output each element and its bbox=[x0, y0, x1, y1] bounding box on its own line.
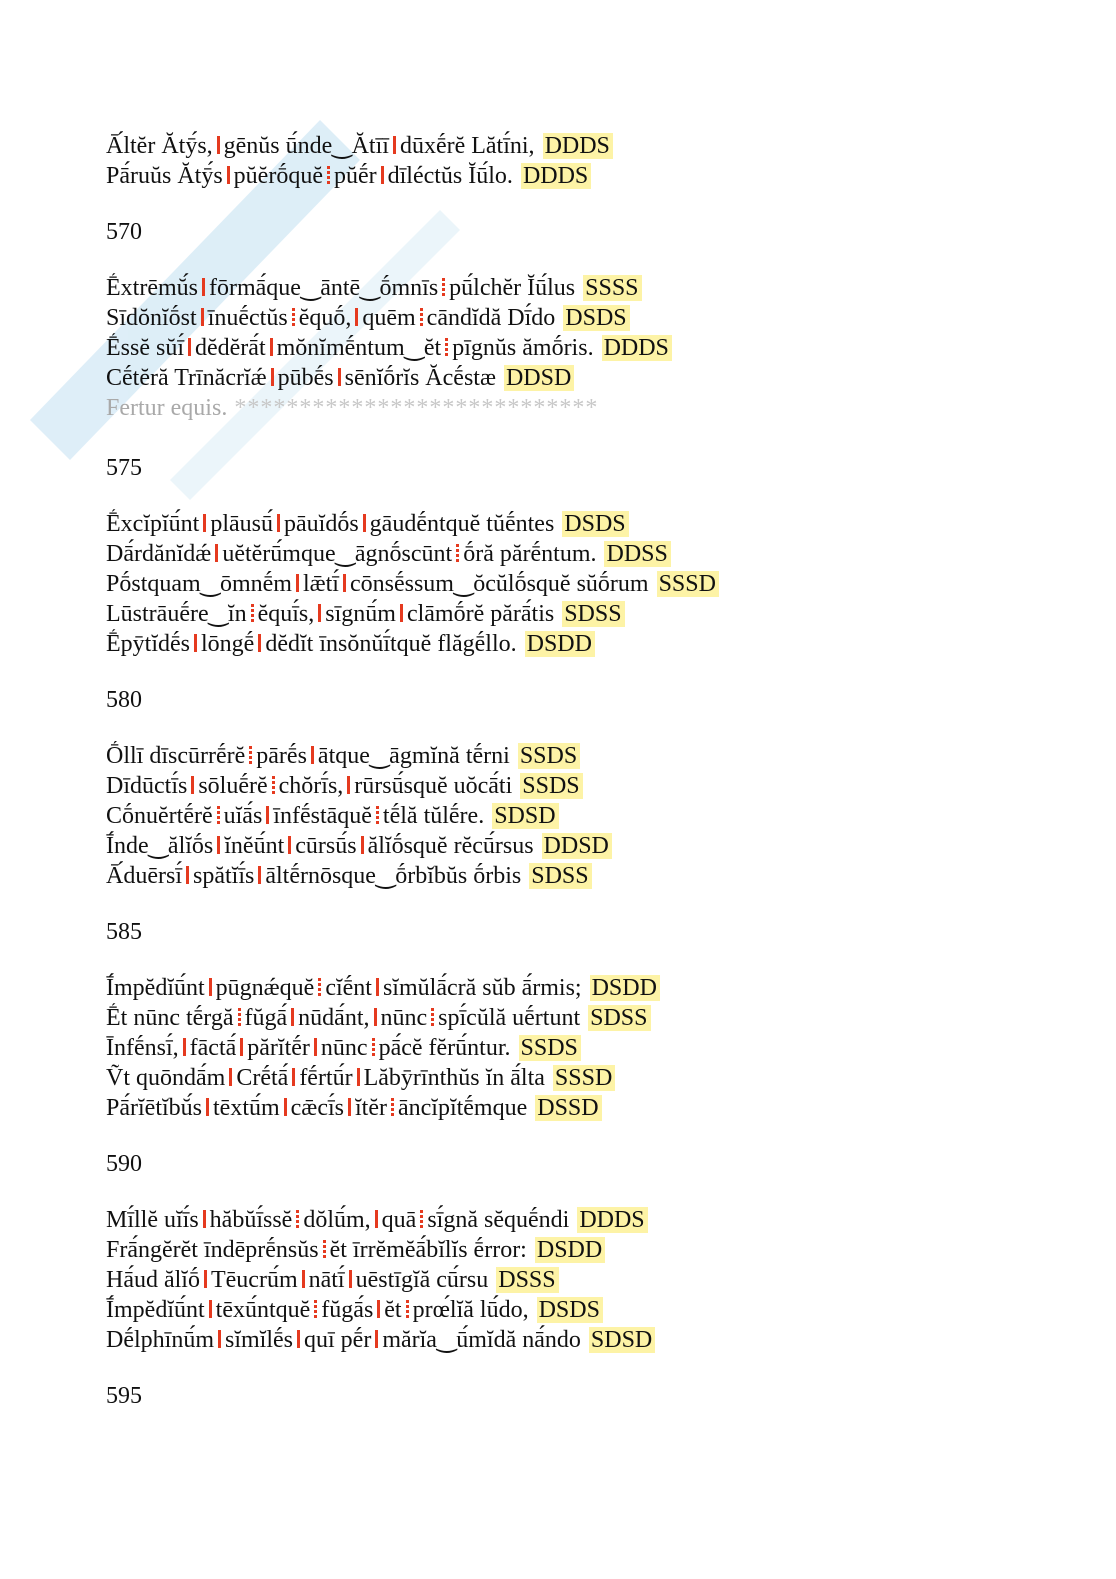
caesura-mark bbox=[258, 866, 261, 884]
scansion-badge: DDDS bbox=[577, 1207, 647, 1233]
verse-segment: ălĭṓsquĕ rĕcū́rsus bbox=[367, 833, 534, 859]
verse-segment: pŭḗr bbox=[333, 163, 377, 189]
scansion-badge: SDSS bbox=[529, 863, 591, 889]
caesura-mark bbox=[296, 1210, 299, 1228]
caesura-mark bbox=[284, 1098, 287, 1116]
verse-line bbox=[106, 599, 1006, 629]
verse-segment: Dḗlphīnū́m bbox=[106, 1327, 214, 1353]
verse-segment: āncĭpĭtḗmque bbox=[397, 1095, 528, 1121]
caesura-mark bbox=[238, 1008, 241, 1026]
caesura-mark bbox=[311, 746, 314, 764]
caesura-mark bbox=[338, 368, 341, 386]
stanza bbox=[106, 973, 1006, 1179]
line-number: 570 bbox=[106, 219, 142, 245]
verse-segment: pārḗs bbox=[256, 743, 307, 769]
verse-segment: pŭĕrṓquĕ bbox=[233, 163, 323, 189]
verse-segment: ĕt bbox=[384, 1297, 402, 1323]
blurred-stars: **************************** bbox=[227, 395, 599, 421]
verse-segment: fŭgā́ bbox=[244, 1005, 288, 1031]
caesura-mark bbox=[217, 136, 220, 154]
verse-segment: Pṓstquam‿ōmnḗm bbox=[106, 571, 292, 597]
line-number: 590 bbox=[106, 1151, 142, 1177]
verse-segment: dĕdĭt īnsŏnŭī́tquĕ flăgḗllo. bbox=[265, 631, 517, 657]
caesura-mark bbox=[377, 1300, 380, 1318]
verse-line bbox=[106, 303, 1006, 333]
verse-segment: Ḗxcĭpĭū́nt bbox=[106, 511, 200, 537]
caesura-mark bbox=[271, 368, 274, 386]
scansion-badge: SDSD bbox=[492, 803, 558, 829]
blurred-line bbox=[106, 393, 1006, 427]
verse-segment: Crḗtā́ bbox=[236, 1065, 289, 1091]
verse-segment: uĭā́s bbox=[223, 803, 263, 829]
verse-text bbox=[106, 131, 1006, 1437]
verse-segment: dūxḗrĕ Lătī́ni, bbox=[399, 133, 535, 159]
verse-line bbox=[106, 1325, 1006, 1355]
scansion-badge: DDSD bbox=[504, 365, 574, 391]
verse-segment: sīgnū́m bbox=[325, 601, 396, 627]
verse-segment: Ā́duērsī́ bbox=[106, 863, 182, 889]
verse-line bbox=[106, 801, 1006, 831]
verse-segment: pūbḗs bbox=[277, 365, 334, 391]
verse-segment: Lăbȳrīnthŭs ĭn ā́lta bbox=[363, 1065, 545, 1091]
verse-segment: clāmṓrĕ părā́tis bbox=[406, 601, 555, 627]
verse-segment: tēxū́ntquĕ bbox=[215, 1297, 311, 1323]
verse-line bbox=[106, 771, 1006, 801]
verse-segment: Ṽt quōndā́m bbox=[106, 1065, 226, 1091]
caesura-mark bbox=[194, 634, 197, 652]
verse-segment: ṓră părḗntum. bbox=[463, 541, 597, 567]
verse-line bbox=[106, 1033, 1006, 1063]
caesura-mark bbox=[191, 776, 194, 794]
line-number: 580 bbox=[106, 687, 142, 713]
scansion-badge: DDDS bbox=[521, 163, 591, 189]
stanza bbox=[106, 1205, 1006, 1411]
caesura-mark bbox=[209, 978, 212, 996]
scansion-badge: DDSS bbox=[604, 541, 670, 567]
caesura-mark bbox=[227, 166, 230, 184]
caesura-mark bbox=[251, 604, 254, 622]
verse-segment: Īnfḗnsī́, bbox=[106, 1035, 179, 1061]
verse-segment: lǣtī́ bbox=[302, 571, 339, 597]
verse-line bbox=[106, 1265, 1006, 1295]
verse-segment: Mī́llĕ uĭī́s bbox=[106, 1207, 199, 1233]
verse-segment: fḗrtū́r bbox=[299, 1065, 353, 1091]
verse-segment: cĭḗnt bbox=[325, 975, 372, 1001]
scansion-badge: DSSS bbox=[496, 1267, 558, 1293]
caesura-mark bbox=[375, 1210, 378, 1228]
caesura-mark bbox=[209, 1300, 212, 1318]
caesura-mark bbox=[270, 338, 273, 356]
verse-segment: ĕt īrrĕmĕā́bĭlĭs ḗrror: bbox=[329, 1237, 527, 1263]
verse-segment: Ḗssĕ sŭī́ bbox=[106, 335, 184, 361]
verse-segment: Dā́rdănĭdǽ bbox=[106, 541, 212, 567]
caesura-mark bbox=[277, 514, 280, 532]
verse-segment: pā́cĕ fĕrū́ntur. bbox=[378, 1035, 511, 1061]
caesura-mark bbox=[376, 978, 379, 996]
verse-segment: gēnŭs ū́nde‿Ătīī bbox=[223, 133, 389, 159]
verse-line bbox=[106, 1295, 1006, 1325]
verse-segment: quī pḗr bbox=[304, 1327, 372, 1353]
caesura-mark bbox=[318, 604, 321, 622]
verse-segment: Cḗtĕră Trīnăcrĭǽ bbox=[106, 365, 267, 391]
verse-segment: dīléctŭs Ĭū́lo. bbox=[387, 163, 513, 189]
verse-segment: sĭmĭlḗs bbox=[225, 1327, 294, 1353]
caesura-mark bbox=[314, 1300, 317, 1318]
caesura-mark bbox=[291, 1008, 294, 1026]
caesura-mark bbox=[217, 836, 220, 854]
verse-segment: cūrsū́s bbox=[295, 833, 357, 859]
verse-segment: uēstīgĭă cū́rsu bbox=[355, 1267, 489, 1293]
caesura-mark bbox=[361, 836, 364, 854]
verse-segment: Ṓllī dīscūrrḗrĕ bbox=[106, 743, 246, 769]
scansion-badge: DSSD bbox=[535, 1095, 601, 1121]
caesura-mark bbox=[183, 1038, 186, 1056]
caesura-mark bbox=[302, 1270, 305, 1288]
verse-segment: Ḗpȳtĭdḗs bbox=[106, 631, 190, 657]
caesura-mark bbox=[240, 1038, 243, 1056]
verse-segment: nūnc bbox=[380, 1005, 428, 1031]
scansion-badge: DSDS bbox=[537, 1297, 603, 1323]
verse-line bbox=[106, 1205, 1006, 1235]
verse-segment: Frā́ngĕrĕt īndēprḗnsŭs bbox=[106, 1237, 319, 1263]
verse-segment: nūdā́nt, bbox=[298, 1005, 370, 1031]
scansion-badge: DDSD bbox=[542, 833, 612, 859]
verse-segment: pūgnǽquĕ bbox=[215, 975, 315, 1001]
verse-segment: ĭnĕū́nt bbox=[224, 833, 285, 859]
caesura-mark bbox=[204, 1270, 207, 1288]
verse-segment: cǣcī́s bbox=[290, 1095, 344, 1121]
verse-segment: dŏlū́m, bbox=[303, 1207, 371, 1233]
caesura-mark bbox=[349, 1270, 352, 1288]
verse-segment: pū́lchĕr Ĭū́lus bbox=[449, 275, 576, 301]
verse-segment: spī́cŭlă uḗrtunt bbox=[438, 1005, 581, 1031]
verse-segment: tēxtū́m bbox=[213, 1095, 280, 1121]
verse-segment: Sīdŏnĭṓst bbox=[106, 305, 197, 331]
scansion-badge: SDSS bbox=[562, 601, 624, 627]
verse-segment: Lūstrāuḗre‿ĭn bbox=[106, 601, 247, 627]
verse-segment: Ḗt nūnc tḗrgă bbox=[106, 1005, 234, 1031]
verse-segment: nūnc bbox=[320, 1035, 368, 1061]
line-number: 585 bbox=[106, 919, 142, 945]
verse-segment: ātque‿āgmĭnă tḗrni bbox=[317, 743, 510, 769]
verse-segment: lōngḗ bbox=[201, 631, 255, 657]
scansion-badge: SDSD bbox=[589, 1327, 655, 1353]
verse-segment: pīgnŭs ămṓris. bbox=[452, 335, 594, 361]
caesura-mark bbox=[420, 308, 423, 326]
verse-line bbox=[106, 1235, 1006, 1265]
verse-segment: sĭmŭlā́cră sŭb ā́rmis; bbox=[382, 975, 582, 1001]
verse-segment: Ī́mpĕdĭū́nt bbox=[106, 975, 205, 1001]
verse-segment: plāusū́ bbox=[210, 511, 273, 537]
caesura-mark bbox=[375, 1330, 378, 1348]
caesura-mark bbox=[288, 836, 291, 854]
line-number: 575 bbox=[106, 455, 142, 481]
caesura-mark bbox=[297, 1330, 300, 1348]
line-number: 595 bbox=[106, 1383, 142, 1409]
verse-segment: tḗlă tŭlḗre. bbox=[382, 803, 485, 829]
caesura-mark bbox=[186, 866, 189, 884]
caesura-mark bbox=[292, 308, 295, 326]
verse-segment: părĭtḗr bbox=[247, 1035, 310, 1061]
verse-segment: pāuĭdṓs bbox=[284, 511, 359, 537]
verse-segment: sī́gnă sĕquḗndi bbox=[427, 1207, 570, 1233]
verse-line bbox=[106, 569, 1006, 599]
verse-line bbox=[106, 509, 1006, 539]
caesura-mark bbox=[456, 544, 459, 562]
scansion-badge: SSDS bbox=[518, 743, 580, 769]
verse-segment: hăbŭī́ssĕ bbox=[209, 1207, 293, 1233]
verse-segment: Ḗxtrēmŭ́s bbox=[106, 275, 198, 301]
verse-segment: quā bbox=[381, 1207, 417, 1233]
verse-segment: Pā́rĭētĭbŭ́s bbox=[106, 1095, 202, 1121]
caesura-mark bbox=[249, 746, 252, 764]
scansion-badge: SSDS bbox=[520, 773, 582, 799]
caesura-mark bbox=[215, 544, 218, 562]
scansion-badge: SSSD bbox=[553, 1065, 615, 1091]
scansion-badge: SSDS bbox=[519, 1035, 581, 1061]
caesura-mark bbox=[314, 1038, 317, 1056]
verse-segment: Pā́ruŭs Ătȳ́s bbox=[106, 163, 223, 189]
caesura-mark bbox=[374, 1008, 377, 1026]
verse-segment: Cṓnuĕrtḗrĕ bbox=[106, 803, 213, 829]
verse-segment: mŏnĭmḗntum‿ĕt bbox=[276, 335, 442, 361]
verse-segment: ĕquī́s, bbox=[257, 601, 315, 627]
caesura-mark bbox=[357, 1068, 360, 1086]
blurred-text: Fertur equis. bbox=[106, 395, 228, 421]
caesura-mark bbox=[376, 806, 379, 824]
verse-segment: īnfḗstāquĕ bbox=[273, 803, 372, 829]
verse-segment: nātī́ bbox=[308, 1267, 345, 1293]
caesura-mark bbox=[343, 574, 346, 592]
verse-segment: quēm bbox=[362, 305, 416, 331]
verse-segment: Hā́ud ălĭṓ bbox=[106, 1267, 200, 1293]
caesura-mark bbox=[431, 1008, 434, 1026]
caesura-mark bbox=[218, 1330, 221, 1348]
verse-segment: Ī́nde‿ălĭṓs bbox=[106, 833, 214, 859]
caesura-mark bbox=[292, 1068, 295, 1086]
verse-segment: spătĭī́s bbox=[192, 863, 255, 889]
verse-segment: gāudḗntquĕ tŭḗntes bbox=[369, 511, 555, 537]
verse-segment: fŭgā́s bbox=[321, 1297, 374, 1323]
scansion-badge: SSSS bbox=[583, 275, 641, 301]
caesura-mark bbox=[188, 338, 191, 356]
scansion-badge: DSDS bbox=[562, 511, 628, 537]
verse-segment: īnuḗctŭs bbox=[207, 305, 288, 331]
caesura-mark bbox=[203, 1210, 206, 1228]
caesura-mark bbox=[381, 166, 384, 184]
verse-line bbox=[106, 273, 1006, 303]
caesura-mark bbox=[406, 1300, 409, 1318]
stanza bbox=[106, 509, 1006, 715]
stanza bbox=[106, 131, 1006, 247]
verse-segment: dĕdĕrā́t bbox=[195, 335, 266, 361]
caesura-mark bbox=[442, 278, 445, 296]
verse-line bbox=[106, 741, 1006, 771]
verse-line bbox=[106, 831, 1006, 861]
caesura-mark bbox=[348, 1098, 351, 1116]
verse-line bbox=[106, 363, 1006, 393]
verse-segment: Tēucrū́m bbox=[210, 1267, 298, 1293]
verse-line bbox=[106, 1003, 1006, 1033]
stanza bbox=[106, 741, 1006, 947]
caesura-mark bbox=[445, 338, 448, 356]
caesura-mark bbox=[400, 604, 403, 622]
verse-line bbox=[106, 539, 1006, 569]
caesura-mark bbox=[206, 1098, 209, 1116]
verse-line bbox=[106, 629, 1006, 659]
caesura-mark bbox=[363, 514, 366, 532]
caesura-mark bbox=[229, 1068, 232, 1086]
verse-segment: uĕtĕrū́mque‿āgnṓscūnt bbox=[222, 541, 453, 567]
scansion-badge: DSDS bbox=[563, 305, 629, 331]
scansion-badge: SDSS bbox=[588, 1005, 650, 1031]
scansion-badge: SSSD bbox=[657, 571, 719, 597]
verse-segment: prœ́lĭă lū́do, bbox=[412, 1297, 529, 1323]
verse-line bbox=[106, 973, 1006, 1003]
verse-segment: Ā́ltĕr Ătȳ́s, bbox=[106, 133, 213, 159]
caesura-mark bbox=[393, 136, 396, 154]
verse-segment: sōluḗrĕ bbox=[198, 773, 268, 799]
caesura-mark bbox=[266, 806, 269, 824]
verse-segment: cōnsḗssum‿ŏcŭlṓsquĕ sŭṓrum bbox=[349, 571, 649, 597]
caesura-mark bbox=[272, 776, 275, 794]
scansion-badge: DSDD bbox=[535, 1237, 605, 1263]
verse-segment: chŏrī́s, bbox=[278, 773, 344, 799]
verse-line bbox=[106, 333, 1006, 363]
verse-segment: sēnĭṓrĭs Ăcḗstæ bbox=[344, 365, 496, 391]
caesura-mark bbox=[258, 634, 261, 652]
scansion-badge: DDDS bbox=[602, 335, 672, 361]
verse-segment: fōrmā́que‿āntē‿ṓmnīs bbox=[208, 275, 439, 301]
verse-line bbox=[106, 1063, 1006, 1093]
stanza bbox=[106, 273, 1006, 483]
verse-segment: rūrsū́squĕ uŏcā́ti bbox=[354, 773, 513, 799]
caesura-mark bbox=[347, 776, 350, 794]
caesura-mark bbox=[203, 514, 206, 532]
verse-segment: ĕquṓ, bbox=[298, 305, 352, 331]
verse-line bbox=[106, 861, 1006, 891]
caesura-mark bbox=[420, 1210, 423, 1228]
caesura-mark bbox=[201, 308, 204, 326]
caesura-mark bbox=[202, 278, 205, 296]
verse-line bbox=[106, 161, 1006, 191]
caesura-mark bbox=[217, 806, 220, 824]
verse-line bbox=[106, 131, 1006, 161]
verse-segment: Ī́mpĕdĭū́nt bbox=[106, 1297, 205, 1323]
caesura-mark bbox=[327, 166, 330, 184]
caesura-mark bbox=[391, 1098, 394, 1116]
caesura-mark bbox=[296, 574, 299, 592]
scansion-badge: DSDD bbox=[525, 631, 595, 657]
caesura-mark bbox=[355, 308, 358, 326]
verse-segment: mărĭa‿ū́mĭdă nā́ndo bbox=[382, 1327, 581, 1353]
caesura-mark bbox=[372, 1038, 375, 1056]
scansion-badge: DDDS bbox=[543, 133, 613, 159]
caesura-mark bbox=[323, 1240, 326, 1258]
scansion-badge: DSDD bbox=[590, 975, 660, 1001]
verse-line bbox=[106, 1093, 1006, 1123]
verse-segment: Dīdūctī́s bbox=[106, 773, 188, 799]
verse-segment: cāndĭdă Dī́do bbox=[426, 305, 556, 331]
verse-segment: fāctā́ bbox=[189, 1035, 237, 1061]
verse-segment: āltḗrnōsque‿ṓrbĭbŭs ṓrbis bbox=[265, 863, 522, 889]
caesura-mark bbox=[318, 978, 321, 996]
verse-segment: ĭtĕr bbox=[354, 1095, 387, 1121]
